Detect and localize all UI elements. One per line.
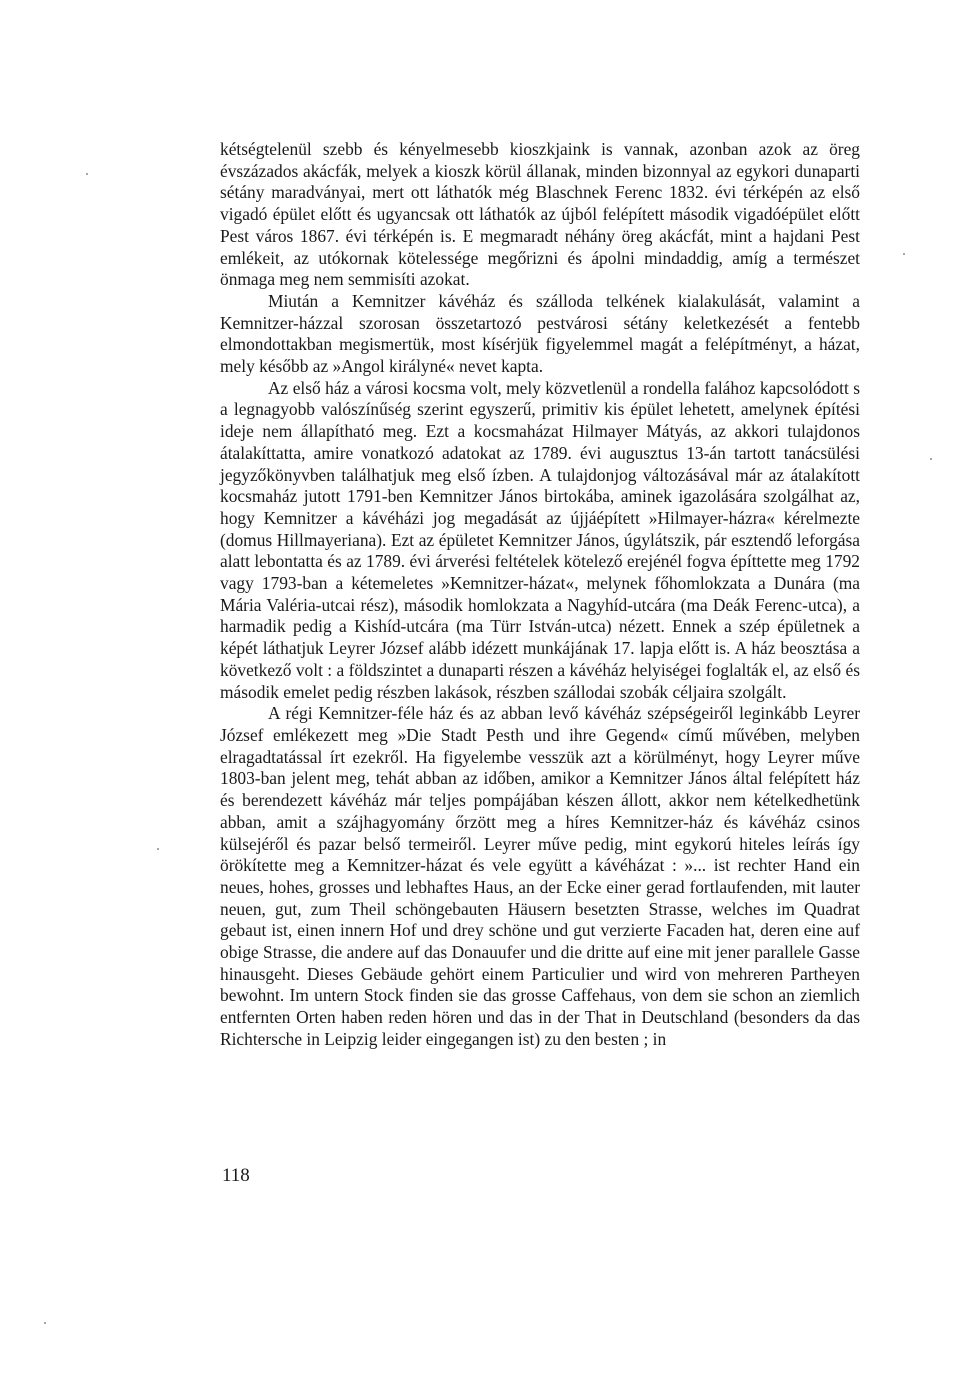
- page-number: 118: [222, 1165, 250, 1186]
- paragraph: Miután a Kemnitzer kávéház és szálloda telkének kialakulását, valamint a Kemnitzer-házzal szorosan összetartozó pestvárosi sétány keletkezését a fentebb elmondottakban megismertük, most kísérjük figyelemmel magát a felépítményt, a házat, mely később az »Angol királyné« nevet kapta.: [220, 290, 860, 377]
- scan-speck: [903, 253, 905, 255]
- scan-speck: [930, 458, 932, 460]
- scan-speck: [44, 1322, 46, 1324]
- paragraph: A régi Kemnitzer-féle ház és az abban levő kávéház szépségeiről leginkább Leyrer József emlékezett meg »Die Stadt Pesth und ihre Gegend« című művében, melyben elragadtatással írt ezekről. Ha figyelembe vesszük azt a körülményt, hogy Leyrer műve 1803-ban jelent meg, tehát abban az időben, amikor a Kemnitzer János által felépített ház és berendezett kávéház már teljes pompájában készen állott, akkor nem kételkedhetünk abban, amit a szájhagyomány őrzött meg a híres Kemnitzer-ház és kávéház csinos külsejéről és pazar belső termeiről. Leyrer műve pedig, mint egykorú hiteles leírás így örökítette meg a Kemnitzer-házat és vele együtt a kávéházat : »... ist rechter Hand ein neues, hohes, grosses und lebhaftes Haus, an der Ecke einer gerad fortlaufenden, mit lauter neuen, gut, zum Theil schöngebauten Häusern besetzten Strasse, welches im Quadrat gebaut ist, einen innern Hof und drey schöne und gut verzierte Facaden hat, deren eine auf obige Strasse, die andere auf das Donauufer und die dritte auf eine mit jener parallele Gasse hinausgeht. Dieses Gebäude gehört einem Particulier und wird von mehreren Partheyen bewohnt. Im untern Stock finden sie das grosse Caffehaus, von dem sie schon an ziemlich entfernten Orten haben reden hören und das in der That in Deutschland (besonders da das Richtersche in Leipzig leider eingegangen ist) zu den besten ; in: [220, 703, 860, 1049]
- paragraph: Az első ház a városi kocsma volt, mely közvetlenül a rondella falához kapcsolódott s a legnagyobb valószínűség szerint egyszerű, primitiv kis épület lehetett, amelynek építési ideje nem állapítható meg. Ezt a kocsmaházat Hilmayer Mátyás, az akkori tulajdonos átalakíttatta, amire vonatkozó adatokat az 1789. évi augusztus 13-án tartott tanácsülési jegyzőkönyvben találhatjuk meg első ízben. A tulajdonjog változásával már az átalakított kocsmaház jutott 1791-ben Kemnitzer János birtokába, aminek igazolására szolgálhat az, hogy Kemnitzer a kávéházi jog megadását az újjáépített »Hilmayer-házra« kérelmezte (domus Hillmayeriana). Ezt az épületet Kemnitzer János, úgylátszik, pár esztendő leforgása alatt lebontatta és az 1789. évi árverési feltételek kötelező erejénél fogva építtette meg 1792 vagy 1793-ban a kétemeletes »Kemnitzer-házat«, melynek főhomlokzata a Dunára (ma Mária Valéria-utcai rész), második homlokzata a Nagyhíd-utcára (ma Deák Ferenc-utca), a harmadik pedig a Kishíd-utcára (ma Türr István-utca) nézett. Ennek a szép épületnek a képét láthatjuk Leyrer József alább idézett munkájának 17. lapja előtt is. A ház beosztása a következő volt : a földszintet a dunaparti részen a kávéház helyiségei foglalták el, az első és második emelet pedig részben lakások, részben szállodai szobák céljaira szolgált.: [220, 377, 860, 702]
- body-text: [220, 139, 860, 1051]
- scan-speck: [86, 173, 88, 175]
- scan-speck: [157, 848, 159, 850]
- paragraph: kétségtelenül szebb és kényelmesebb kioszkjaink is vannak, azonban azok az öreg évszázados akácfák, melyek a kioszk körül állanak, minden bizonnyal az egykori dunaparti sétány maradványai, mert ott láthatók még Blaschnek Ferenc 1832. évi térképén az első vigadó épület előtt és ugyancsak ott láthatók az újból felépített második vigadóépület előtt Pest város 1867. évi térképén is. E megmaradt néhány öreg akácfát, mint a hajdani Pest emlékeit, az utókornak kötelessége megőrizni és ápolni mindaddig, amíg a természet önmaga meg nem semmisíti azokat.: [220, 139, 860, 290]
